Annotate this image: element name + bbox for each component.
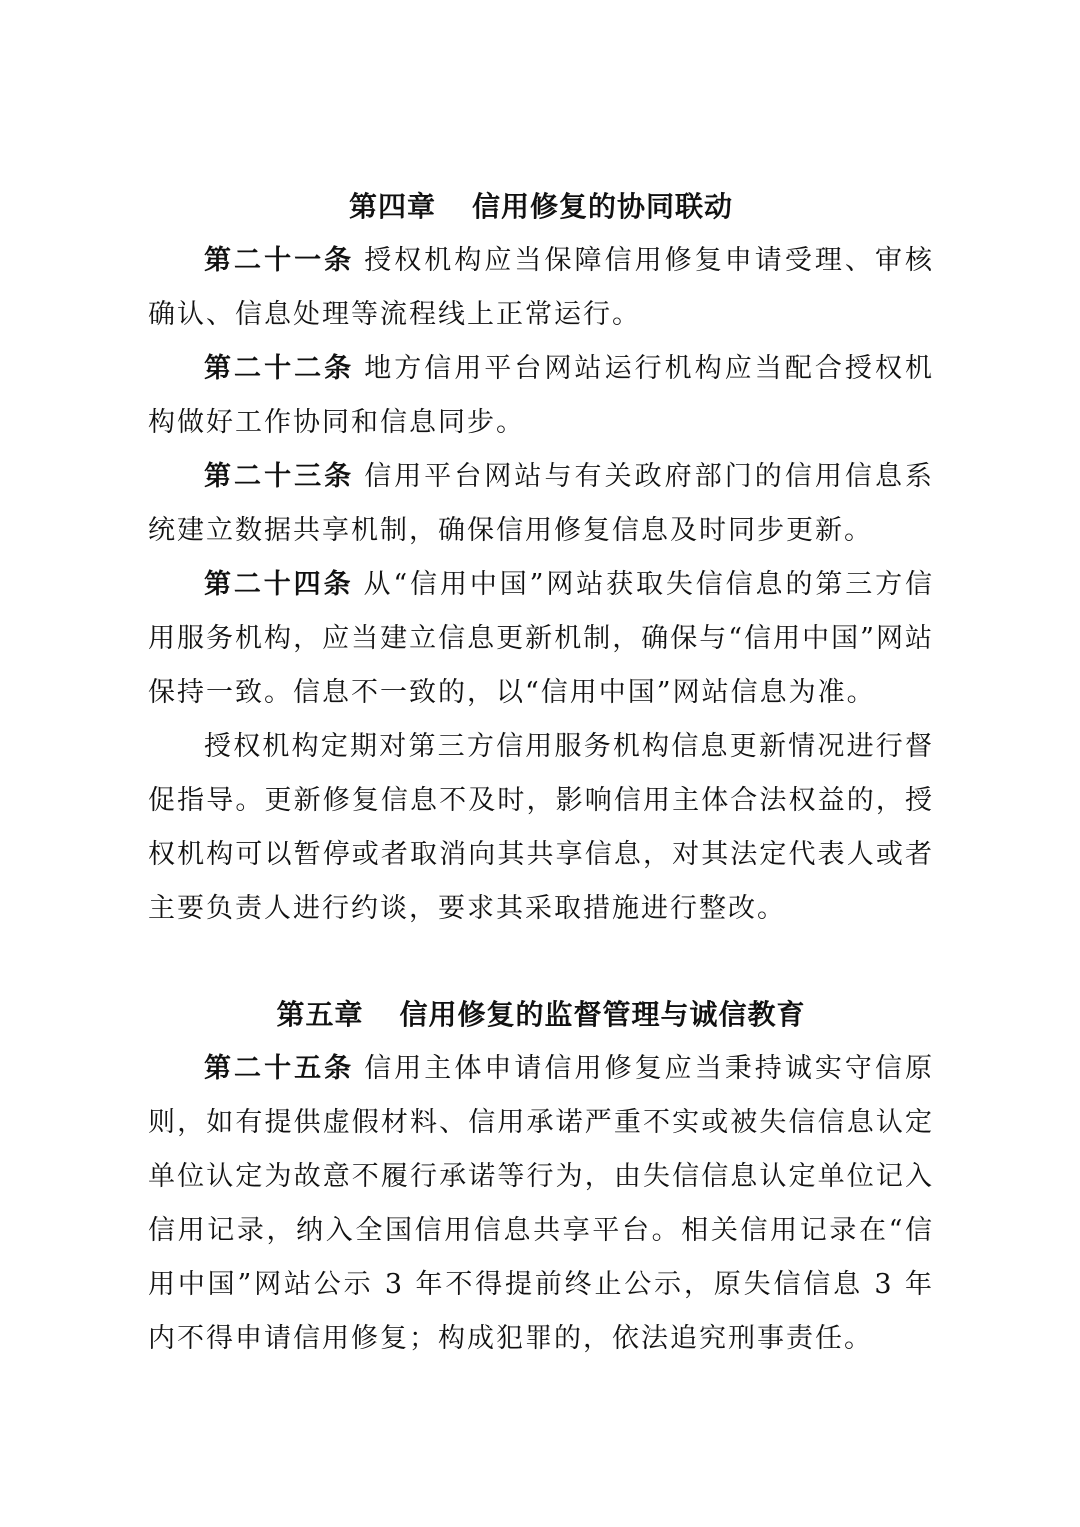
article-24-label: 第二十四条 (204, 569, 354, 600)
article-22 (148, 342, 934, 450)
chapter-spacer (148, 936, 934, 988)
article-25 (148, 1042, 934, 1366)
article-23 (148, 450, 934, 558)
article-21-text: 授权机构应当保障信用修复申请受理、审核确认、信息处理等流程线上正常运行。 (148, 245, 935, 330)
chapter-4-number: 第四章 (348, 190, 436, 223)
chapter-5-title: 信用修复的监督管理与诚信教育 (399, 998, 806, 1031)
chapter-4-heading (148, 180, 934, 234)
article-22-text: 地方信用平台网站运行机构应当配合授权机构做好工作协同和信息同步。 (148, 353, 935, 438)
article-25-label: 第二十五条 (204, 1053, 355, 1084)
article-24-paragraph-2: 授权机构定期对第三方信用服务机构信息更新情况进行督促指导。更新修复信息不及时，影响信用主体合法权益的，授权机构可以暂停或者取消向其共享信息，对其法定代表人或者主要负责人进行约谈，要求其采取措施进行整改。 (148, 731, 934, 924)
document-content (148, 180, 934, 1366)
article-22-label: 第二十二条 (204, 353, 355, 384)
article-23-text: 信用平台网站与有关政府部门的信用信息系统建立数据共享机制，确保信用修复信息及时同步更新。 (148, 461, 935, 546)
chapter-5-number: 第五章 (276, 998, 364, 1031)
article-24 (148, 558, 934, 720)
article-24-text: 从“信用中国”网站获取失信信息的第三方信用服务机构，应当建立信息更新机制，确保与“信用中国”网站保持一致。信息不一致的，以“信用中国”网站信息为准。 (148, 569, 935, 708)
article-25-text: 信用主体申请信用修复应当秉持诚实守信原则，如有提供虚假材料、信用承诺严重不实或被失信信息认定单位认定为故意不履行承诺等行为，由失信信息认定单位记入信用记录，纳入全国信用信息共享平台。相关信用记录在“信用中国”网站公示 3 年不得提前终止公示，原失信信息 3 年内不得申请信用修复；构成犯罪的，依法追究刑事责任。 (148, 1053, 935, 1354)
article-21-label: 第二十一条 (204, 245, 355, 276)
chapter-5-heading (148, 988, 934, 1042)
article-21 (148, 234, 934, 342)
article-23-label: 第二十三条 (204, 461, 355, 492)
chapter-4-title: 信用修复的协同联动 (472, 190, 734, 223)
